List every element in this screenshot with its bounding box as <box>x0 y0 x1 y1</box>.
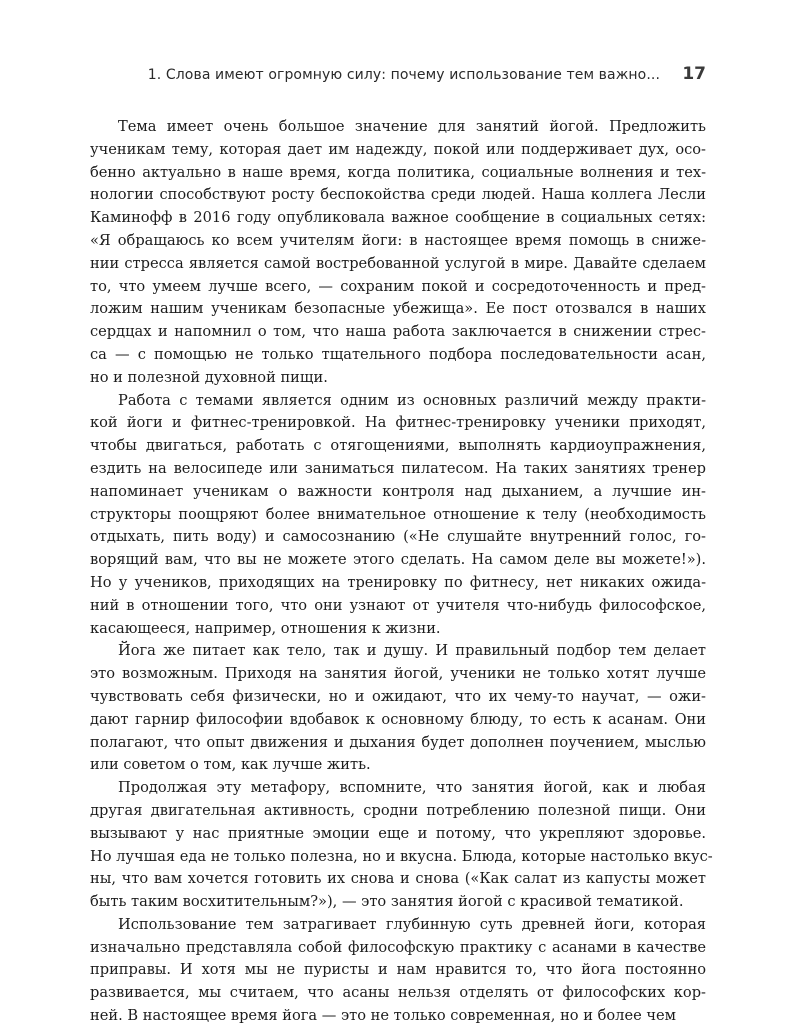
text-line: структоры поощряют более внимательное отношение к телу (необходимость <box>90 505 706 523</box>
text-line: вызывают у нас приятные эмоции еще и потому, что укрепляют здоровье. <box>90 824 706 842</box>
text-line: чтобы двигаться, работать с отягощениями, выполнять кардиоупражнения, <box>90 437 706 455</box>
text-line: быть таким восхитительным?»), — это занятия йогой с красивой тематикой. <box>90 893 684 911</box>
text-line: изначально представляла собой философскую практику с асанами в качестве <box>90 938 706 956</box>
text-line: Работа с темами является одним из основных различий между практи- <box>118 391 706 409</box>
running-title: 1. Слова имеют огромную силу: почему использование тем важно... <box>147 67 660 83</box>
text-line: Использование тем затрагивает глубинную суть древней йоги, которая <box>118 915 706 933</box>
text-line: Тема имеет очень большое значение для занятий йогой. Предложить <box>118 118 706 135</box>
text-line: ездить на велосипеде или заниматься пилатесом. На таких занятиях тренер <box>90 459 706 477</box>
text-line: чувствовать себя физически, но и ожидают, что их чему-то научат, — ожи- <box>90 687 706 705</box>
text-line: напоминает ученикам о важности контроля над дыханием, а лучшие ин- <box>90 482 706 500</box>
text-line: ней. В настоящее время йога — это не только современная, но и более чем <box>90 1007 676 1025</box>
paragraph <box>90 777 713 914</box>
text-line: то, что умеем лучше всего, — сохраним покой и сосредоточенность и пред- <box>90 277 706 295</box>
text-line: другая двигательная активность, сродни потреблению полезной пищи. Они <box>90 801 706 819</box>
running-header <box>90 64 706 88</box>
text-line: ученикам тему, которая дает им надежду, покой или поддерживает дух, осо- <box>90 140 706 158</box>
text-line: бенно актуально в наше время, когда политика, социальные волнения и тех- <box>90 163 706 181</box>
text-line: Но у учеников, приходящих на тренировку по фитнесу, нет никаких ожида- <box>90 573 706 591</box>
text-line: нии стресса является самой востребованной услугой в мире. Давайте сделаем <box>90 254 706 272</box>
text-line: кой йоги и фитнес-тренировкой. На фитнес-тренировку ученики приходят, <box>90 414 706 432</box>
text-line: Продолжая эту метафору, вспомните, что занятия йогой, как и любая <box>118 779 706 797</box>
text-line: Йога же питает как тело, так и душу. И правильный подбор тем делает <box>118 642 706 660</box>
body-text <box>90 116 713 1028</box>
text-line: полагают, что опыт движения и дыхания будет дополнен поучением, мыслью <box>90 733 706 751</box>
text-line: или советом о том, как лучше жить. <box>90 756 371 774</box>
text-line: «Я обращаюсь ко всем учителям йоги: в настоящее время помощь в сниже- <box>90 231 706 249</box>
text-line: нологии способствуют росту беспокойства среди людей. Наша коллега Лесли <box>90 186 706 204</box>
text-line: са — с помощью не только тщательного подбора последовательности асан, <box>90 345 706 363</box>
text-line: ны, что вам хочется готовить их снова и снова («Как салат из капусты может <box>90 870 706 888</box>
text-line: приправы. И хотя мы не пуристы и нам нравится то, что йога постоянно <box>90 961 706 979</box>
paragraph <box>90 116 706 390</box>
text-line: отдыхать, пить воду) и самосознанию («Не слушайте внутренний голос, го- <box>90 528 706 546</box>
text-line: ложим нашим ученикам безопасные убежища». Ее пост отозвался в наших <box>90 300 706 318</box>
text-line: ворящий вам, что вы не можете этого сделать. На самом деле вы можете!»). <box>90 551 706 569</box>
text-line: но и полезной духовной пищи. <box>90 368 328 386</box>
text-line: это возможным. Приходя на занятия йогой, ученики не только хотят лучше <box>90 665 706 683</box>
paragraph <box>90 640 706 777</box>
text-line: касающееся, например, отношения к жизни. <box>90 619 441 637</box>
text-line: сердцах и напомнил о том, что наша работа заключается в снижении стрес- <box>90 323 706 341</box>
text-line: Но лучшая еда не только полезна, но и вкусна. Блюда, которые настолько вкус- <box>90 847 713 865</box>
paragraph <box>90 390 706 641</box>
page-number: 17 <box>682 64 706 84</box>
text-line: развивается, мы считаем, что асаны нельзя отделять от философских кор- <box>90 984 706 1002</box>
text-line: дают гарнир философии вдобавок к основному блюду, то есть к асанам. Они <box>90 710 706 728</box>
paragraph <box>90 914 706 1028</box>
text-line: Каминофф в 2016 году опубликовала важное сообщение в социальных сетях: <box>90 209 706 227</box>
text-line: ний в отношении того, что они узнают от учителя что-нибудь философское, <box>90 596 706 614</box>
